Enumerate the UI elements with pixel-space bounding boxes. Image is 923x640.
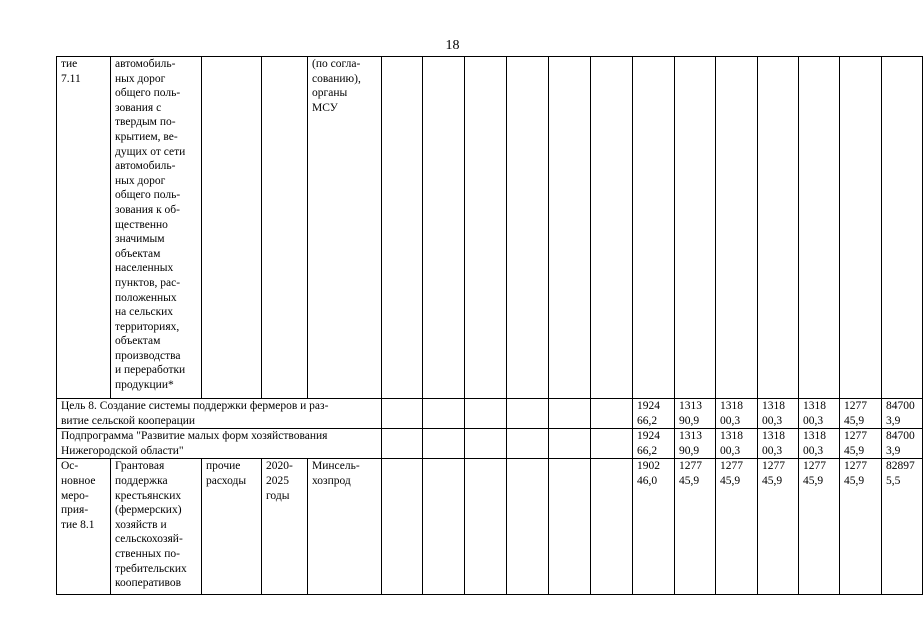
cell-measure-number: Ос- новное меро- прия- тие 8.1 [57,459,111,595]
cell-goal-label: Цель 8. Создание системы поддержки фермеров и раз- витие сельской кооперации [57,399,382,429]
table-row-measure-7-11 [57,57,923,399]
cell-empty [591,57,633,399]
cell-value: 1313 90,9 [675,429,716,459]
cell-value: 84700 3,9 [882,399,923,429]
cell-value: 1318 00,3 [758,429,799,459]
cell-executor: (по согла- сованию), органы МСУ [308,57,382,399]
cell-value: 1277 45,9 [799,459,840,595]
cell-value: 1277 45,9 [716,459,758,595]
cell-empty [549,459,591,595]
cell-empty [675,57,716,399]
cell-empty [423,57,465,399]
cell-value: 1277 45,9 [840,459,882,595]
cell-empty [382,57,423,399]
cell-empty [423,459,465,595]
cell-measure-number: тие 7.11 [57,57,111,399]
cell-value: 1313 90,9 [675,399,716,429]
cell-empty [382,399,423,429]
cell-measure-name: автомобиль- ных дорог общего поль- зования с твердым по- крытием, ве- дущих от сети автомобиль- ных дорог общего поль- зования к об- щественно значимым объектам населенных пунктов, рас- положенных на сельских территориях, объектам производства и переработки продукции* [111,57,202,399]
cell-empty [882,57,923,399]
cell-value: 1277 45,9 [840,429,882,459]
cell-empty [382,429,423,459]
cell-empty [465,399,507,429]
table-row-measure-8-1 [57,459,923,595]
cell-expense-type: прочие расходы [202,459,262,595]
program-table [56,56,923,595]
cell-empty [591,429,633,459]
cell-empty [465,57,507,399]
cell-empty [507,57,549,399]
cell-empty [633,57,675,399]
cell-value: 1902 46,0 [633,459,675,595]
cell-value: 1277 45,9 [675,459,716,595]
table-row-subprogram [57,429,923,459]
cell-period: 2020- 2025 годы [262,459,308,595]
cell-value: 82897 5,5 [882,459,923,595]
cell-empty [840,57,882,399]
cell-subprogram-label: Подпрограмма "Развитие малых форм хозяйствования Нижегородской области" [57,429,382,459]
cell-value: 1318 00,3 [716,429,758,459]
cell-empty [591,399,633,429]
cell-empty [465,429,507,459]
cell-empty [758,57,799,399]
cell-empty [716,57,758,399]
cell-empty [507,459,549,595]
cell-value: 1318 00,3 [799,429,840,459]
cell-empty [799,57,840,399]
cell-value: 1277 45,9 [758,459,799,595]
cell-empty [507,429,549,459]
page-number: 18 [445,38,460,53]
table-row-goal-8 [57,399,923,429]
cell-empty [591,459,633,595]
cell-empty [423,399,465,429]
cell-executor: Минсель- хозпрод [308,459,382,595]
cell-period [262,57,308,399]
cell-value: 1318 00,3 [799,399,840,429]
cell-measure-name: Грантовая поддержка крестьянских (фермерских) хозяйств и сельскохозяй- ственных по- требительских кооперативов [111,459,202,595]
cell-empty [507,399,549,429]
cell-empty [423,429,465,459]
cell-expense-type [202,57,262,399]
cell-empty [549,429,591,459]
cell-value: 1924 66,2 [633,429,675,459]
cell-value: 1318 00,3 [716,399,758,429]
cell-value: 1318 00,3 [758,399,799,429]
cell-empty [549,57,591,399]
cell-value: 1277 45,9 [840,399,882,429]
cell-value: 1924 66,2 [633,399,675,429]
cell-empty [465,459,507,595]
cell-empty [382,459,423,595]
cell-empty [549,399,591,429]
cell-value: 84700 3,9 [882,429,923,459]
